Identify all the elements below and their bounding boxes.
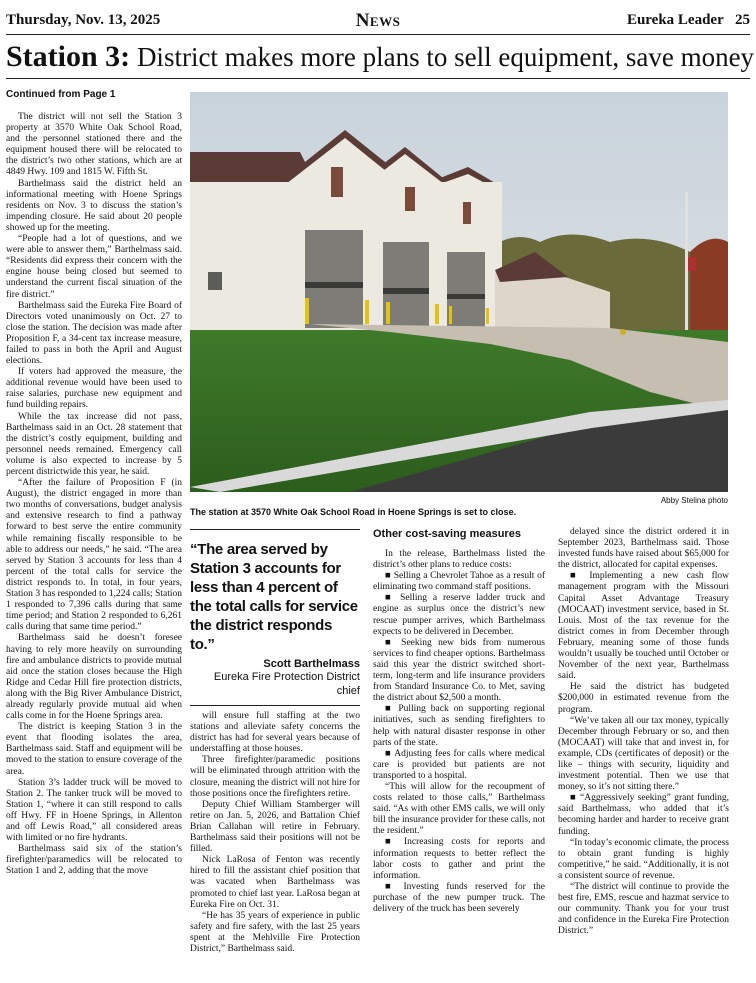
- paragraph: “People had a lot of questions, and we were able to answer them,” Barthelmass said. “Residents did express their concern with the engine house being closed but seemed to understand the current fiscal situation of the fire district.”: [6, 234, 182, 300]
- paragraph: ■ Adjusting fees for calls where medical care is provided but patients are not transported to a hospital.: [373, 748, 545, 781]
- continued-label: Continued from Page 1: [6, 89, 116, 100]
- paragraph: ■ Investing funds reserved for the purchase of the new pumper truck. The delivery of the truck has been severely: [373, 881, 545, 914]
- paragraph: “This will allow for the recoupment of costs related to those calls,” Barthelmass said. “As with other EMS calls, we will only bill the insurance provider for these calls, not the resident.”: [373, 781, 545, 837]
- page-number: 25: [735, 12, 750, 28]
- pullquote-text: “The area served by Station 3 accounts for less than 4 percent of the total calls for service the district responds to.”: [190, 541, 358, 653]
- paragraph: Barthelmass said he doesn’t foresee having to rely more heavily on surrounding fire and ambulance districts to provide mutual aid once the station closes because the High Ridge and Cedar Hill fire protection districts, along with the Big River Ambulance District, already regularly provide mutual aid when calls come in for the Hoene Springs area.: [6, 633, 182, 722]
- paragraph: He said the district has budgeted $200,000 in estimated revenue from the program.: [558, 682, 729, 715]
- paragraph: will ensure full staffing at the two stations and alleviate safety concerns the district has had for several years because of understaffing at those houses.: [190, 711, 360, 755]
- paragraph: While the tax increase did not pass, Barthelmass said in an Oct. 28 statement that the district’s costly equipment, building and personnel needs remained. Emergency call volume is also expected to increase by 5 percent districtwide this year, he said.: [6, 411, 182, 477]
- paragraph: Deputy Chief William Stamberger will retire on Jan. 5, 2026, and Battalion Chief Brian Callahan will retire in February. Barthelmass said their positions will not be filled.: [190, 799, 360, 855]
- article-column-1: [6, 112, 182, 978]
- paragraph: Barthelmass said the Eureka Fire Board of Directors voted unanimously on Oct. 27 to close the station. The decision was made after Proposition F, a 34-cent tax increase measure, failed to pass in both the April and August elections.: [6, 300, 182, 367]
- paragraph: “He has 35 years of experience in public safety and fire safety, with the last 25 years spent at the Mehlville Fire Protection District,” Barthelmass said.: [190, 910, 360, 954]
- paragraph: The district is keeping Station 3 in the event that flooding isolates the area, Barthelmass said. Staff and equipment will be moved to the station to ensure coverage of the area.: [6, 722, 182, 777]
- paragraph: In the release, Barthelmass listed the district’s other plans to reduce costs:: [373, 549, 545, 571]
- paragraph: “We’ve taken all our tax money, typically December through February or so, and then (MOCAAT) will take that and invest in, for example, CDs (certificates of deposit) or the like – things with security, liquidity and investment potential. Then we use that money, so it’s not sitting there.”: [558, 715, 729, 793]
- paragraph: The district will not sell the Station 3 property at 3570 White Oak School Road, and the personnel stationed there and the equipment housed there will be relocated to the district’s two other stations, which are at 4849 Hwy. 109 and 1815 W. Fifth St.: [6, 112, 182, 178]
- paragraph: ■ Seeking new bids from numerous services to find cheaper options. Barthelmass said this year the district switched short-term, long-term and life insurance providers from Standard Insurance Co. to Met, saving the district about $2,500 a month.: [373, 637, 545, 704]
- subhead: Other cost-saving measures: [373, 528, 521, 540]
- paragraph: ■ Selling a reserve ladder truck and engine as surplus once the district’s new rescue pumper arrives, which Barthelmass expects to be delivered in December.: [373, 593, 545, 637]
- paragraph: “The district will continue to provide the best fire, EMS, rescue and hazmat service to our community. Thank you for your trust and confidence in the Eureka Fire Protection District.”: [558, 882, 729, 937]
- header-rule: [6, 34, 750, 35]
- article-column-3: [373, 549, 545, 977]
- paragraph: Barthelmass said the district held an informational meeting with Hoene Springs residents on Nov. 3 to discuss the station’s impending closure. He said about 20 people showed up for the meeting.: [6, 178, 182, 233]
- paragraph: “After the failure of Proposition F (in August), the district engaged in more than two months of conversations, budget analysis and extensive research to find a pathway forward to best serve the entire community while remaining fiscally responsible to be able to address our needs,” he said. “The area served by Station 3 accounts for less than 4 percent of the total calls for service the district responds to. In total, in four years, Station 3 has responded to 1,224 calls; Station 1 responded to 7,396 calls during that same time period; and Station 2 responded to 6,261 calls during that same time period.”: [6, 478, 182, 633]
- paragraph: ■ Increasing costs for reports and information requests to better reflect the labor costs to gather and print the information.: [373, 837, 545, 881]
- page-header: [6, 10, 750, 34]
- issue-date: Thursday, Nov. 13, 2025: [6, 12, 161, 28]
- paragraph: delayed since the district ordered it in September 2023, Barthelmass said. Those invested funds have raised about $65,000 for the district, allocated for capital expenses.: [558, 527, 729, 571]
- pullquote-rule-top: [190, 529, 360, 530]
- paragraph: ■ “Aggressively seeking” grant funding, said Barthelmass, who added that it’s becoming harder and harder to receive grant funding.: [558, 793, 729, 837]
- paragraph: “In today’s economic climate, the process to obtain grant funding is highly competitive,” he said. “Additionally, it is not a consistent source of revenue.: [558, 837, 729, 881]
- pullquote-rule-bottom: [190, 705, 360, 706]
- article-column-2: [190, 711, 360, 977]
- paper-name: Eureka Leader 25: [626, 12, 750, 28]
- paragraph: If voters had approved the measure, the additional revenue would have been used to raise salaries, purchase new equipment and fund building repairs.: [6, 367, 182, 411]
- pullquote: [190, 540, 360, 698]
- pullquote-name: Scott Barthelmass: [263, 658, 360, 670]
- photo-credit: Abby Stelina photo: [660, 496, 728, 505]
- paragraph: Three firefighter/paramedic positions will be eliminated through attrition with the closure, meaning the district will not hire for those positions once the firefighters retire.: [190, 755, 360, 799]
- paragraph: Barthelmass said six of the station’s firefighter/paramedics will be relocated to Station 1 and 2, adding that the move: [6, 844, 182, 877]
- paragraph: Station 3’s ladder truck will be moved to Station 2. The tanker truck will be moved to Station 1, “where it can still respond to calls off Hwy. FF in Hoene Springs, in Allenton and off Lewis Road,” all considered areas with limited or no fire hydrants.: [6, 777, 182, 844]
- headline: Station 3: District makes more plans to sell equipment, save money: [6, 40, 755, 73]
- paragraph: ■ Selling a Chevrolet Tahoe as a result of eliminating two command staff positions.: [373, 571, 545, 593]
- photo-caption: The station at 3570 White Oak School Road in Hoene Springs is set to close.: [190, 507, 517, 517]
- paragraph: Nick LaRosa of Fenton was recently hired to fill the assistant chief position that was vacated when Barthelmass was promoted to chief last year. LaRosa began at Eureka Fire on Oct. 31.: [190, 855, 360, 910]
- pullquote-title: Eureka Fire Protection District chief: [213, 671, 360, 697]
- paragraph: ■ Implementing a new cash flow management program with the Missouri Capital Asset Advantage Treasury (MOCAAT) investment service, based in St. Louis. Most of the tax revenue for the district comes in from December through February, meaning some of those funds wouldn’t usually be touched until October or November of the next year, Barthelmass said.: [558, 571, 729, 682]
- paragraph: ■ Pulling back on supporting regional initiatives, such as sending firefighters to help with natural disaster response in other parts of the state.: [373, 704, 545, 748]
- station-photo: [190, 92, 728, 492]
- article-column-4: [558, 527, 729, 977]
- headline-rule: [6, 78, 750, 79]
- section-name: News: [355, 10, 401, 31]
